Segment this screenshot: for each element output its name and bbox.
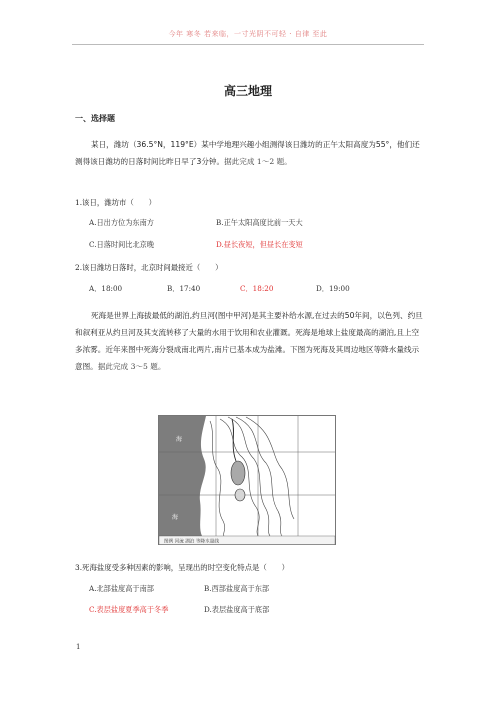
sea-label-bottom: 海 (172, 514, 179, 521)
dead-sea-south (235, 489, 245, 501)
paragraph-intro-1 (75, 136, 423, 170)
q1-option-d: D.昼长夜短，但昼长在变短 (216, 240, 303, 249)
section-heading: 一、选择题 (75, 114, 115, 123)
paragraph-intro-1-main: 某日，潍坊（36.5°N，119°E）某中学地理兴趣小组测得该日潍坊的正午太阳高度为55°，他们还测得该日潍坊的日落时间比昨日早了3分钟。 (75, 140, 420, 166)
paragraph-intro-2 (75, 307, 423, 375)
dead-sea-map-figure (158, 415, 336, 545)
mediterranean-region (159, 416, 206, 536)
q1-option-a: A.日出方位为东南方 (89, 218, 154, 227)
q2-option-a: A．18:00 (89, 284, 123, 293)
header-divider (72, 44, 424, 45)
sea-label-top: 海 (176, 436, 183, 443)
page-title: 高三地理 (223, 84, 272, 98)
paragraph-intro-2-tail: 据此完成 3～5 题。 (97, 362, 166, 371)
q2-option-d: D．19:00 (316, 284, 350, 293)
q1-option-b: B.正午太阳高度比前一天大 (216, 218, 303, 227)
paragraph-intro-1-tail: 据此完成 1～2 题。 (224, 157, 292, 166)
q3-option-a: A.北部盐度高于南部 (89, 584, 154, 593)
q3-option-c: C.表层盐度夏季高于冬季 (89, 605, 169, 614)
question-3: 3.死海盐度受多种因素的影响，呈现出的时空变化特点是（ ） (75, 563, 289, 572)
page-number: 1 (76, 643, 81, 651)
q2-option-c: C．18:20 (240, 284, 274, 293)
q3-option-b: B.西部盐度高于东部 (204, 584, 270, 593)
q3-option-d: D.表层盐度高于底部 (204, 605, 270, 614)
paragraph-intro-2-main: 死海是世界上海拔最低的湖泊,约旦河(图中甲河)是其主要补给水源,在过去的50年间，以色列、约旦和叙利亚从约旦河及其支流转移了大量的水用于饮用和农业灌溉。死海是地球上盐度最高的湖泊,且上空多浓雾。近年来图中死海分裂成南北两片,南片已基本成为盐滩。下图为死海及其周边地区等降水量线示意图。 (75, 311, 423, 371)
map-legend: 图例 河流 湖泊 等降水量线 (164, 539, 219, 545)
header-banner: 今年 寒冬 若来临，一寸光阴不可轻 · 自律 至此 (168, 30, 328, 38)
question-1: 1.该日，潍坊市（ ） (75, 198, 156, 207)
q1-option-c: C.日落时间比北京晚 (89, 240, 155, 249)
dead-sea-north (231, 461, 245, 485)
question-2: 2.该日潍坊日落时，北京时间最接近（ ） (75, 263, 223, 272)
q2-option-b: B．17:40 (167, 284, 201, 293)
